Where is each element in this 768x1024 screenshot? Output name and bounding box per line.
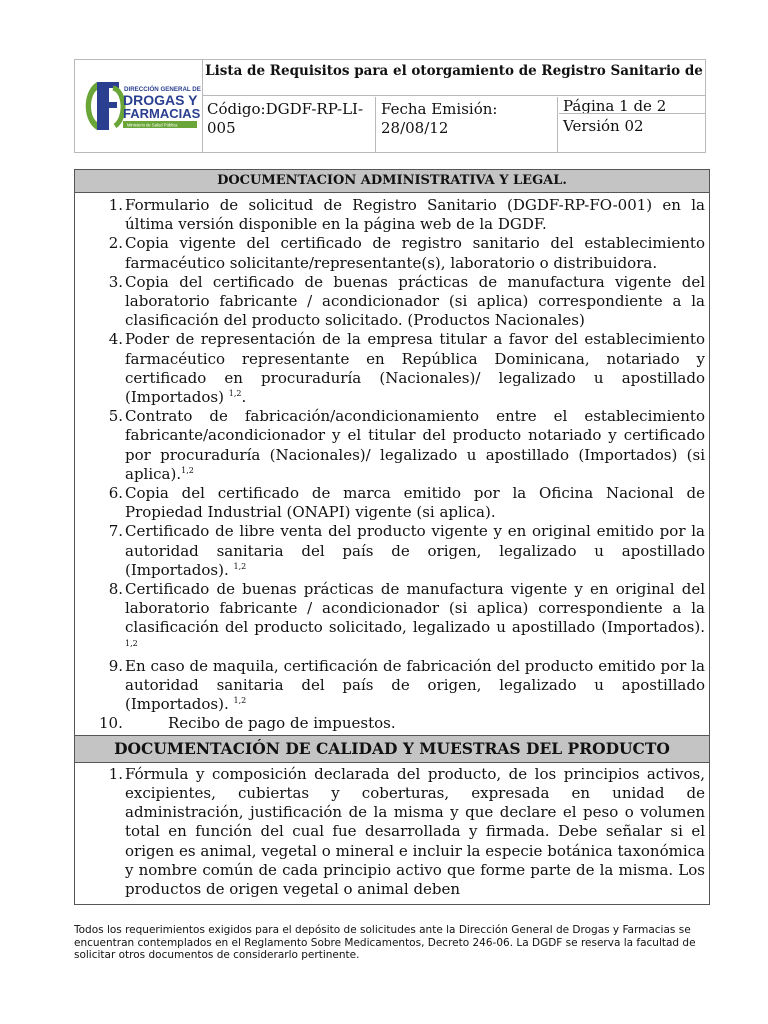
footer-note: Todos los requerimientos exigidos para el depósito de solicitudes ante la Dirección General de Drogas y Farmacias se encuentran contemplados en el Reglamento Sobre Medicamentos, Decreto 246-06. La DGDF se reserva la facultad de solicitar otros documentos de considerarlo pertinente. — [74, 924, 696, 961]
logo-line3: FARMACIAS — [123, 106, 201, 121]
footnote-ref: 1,2 — [125, 638, 138, 648]
logo-monogram: DF — [75, 60, 77, 61]
list-item: 5. Contrato de fabricación/acondicionamiento entre el establecimiento fabricante/acondicionador y el titular del producto notariado y certificado por procuraduría (Nacionales)/ legalizado u apostillado (Importados) (si aplica).$^{1,2}$ — [108, 407, 705, 483]
issue-date-label: Fecha Emisión: — [381, 100, 498, 118]
issue-date — [377, 97, 558, 152]
page-number: Página 1 de 2 — [559, 97, 705, 114]
document-title: Lista de Requisitos para el otorgamiento de Registro Sanitario de — [203, 60, 705, 96]
dgdf-logo — [75, 60, 202, 152]
list-item: 4. Poder de representación de la empresa titular a favor del establecimiento farmacéutico representante en República Dominicana, notariado y certificado en procuraduría (Nacionales)/ legalizado u apostillado (Importados) $^{1,2}$. — [108, 330, 705, 407]
footnote-ref: 1,2 — [233, 696, 247, 706]
list-item: 8. Certificado de buenas prácticas de manufactura vigente y en original del laboratorio fabricante / acondicionador (si aplica) correspondiente a la clasificación del producto solicitado, legalizado u apostillado (Importados). $^{1,2}$ — [108, 580, 705, 648]
logo-line2: DROGAS Y — [123, 92, 198, 108]
list-item: 7. Certificado de libre venta del producto vigente y en original emitido por la autoridad sanitaria del país de origen, legalizado u apostillado (Importados). $^{1,2}$ — [108, 522, 705, 579]
quality-requirements-list — [75, 763, 709, 899]
footnote-ref: 1,2 — [228, 389, 242, 399]
document-code: Código:DGDF-RP-LI-005 — [203, 97, 376, 152]
version: Versión 02 — [563, 117, 644, 135]
list-item: 2. Copia vigente del certificado de registro sanitario del establecimiento farmacéutico solicitante/representante(s), laboratorio o distribuidora. — [108, 234, 705, 272]
section-heading-administrative: DOCUMENTACION ADMINISTRATIVA Y LEGAL. — [75, 170, 709, 193]
list-item: 6. Copia del certificado de marca emitido por la Oficina Nacional de Propiedad Industrial (ONAPI) vigente (si aplica). — [108, 484, 705, 522]
footnote-ref: 1,2 — [233, 561, 247, 571]
list-item: 3. Copia del certificado de buenas prácticas de manufactura vigente del laboratorio fabricante / acondicionador (si aplica) correspondiente a la clasificación del producto solicitado. (Productos Nacionales) — [108, 272, 705, 330]
document-header — [74, 59, 706, 153]
issue-date-value: 28/08/12 — [381, 119, 449, 137]
list-item: 10. Recibo de pago de impuestos. — [99, 714, 396, 733]
section-heading-quality: DOCUMENTACIÓN DE CALIDAD Y MUESTRAS DEL PRODUCTO — [75, 735, 709, 763]
administrative-requirements-list — [75, 193, 709, 735]
logo-cell — [75, 60, 203, 152]
list-item: 1. Formulario de solicitud de Registro Sanitario (DGDF-RP-FO-001) en la última versión disponible en la página web de la DGDF. — [108, 196, 705, 234]
footnote-ref: 1,2 — [181, 465, 194, 475]
logo-line1: DIRECCIÓN GENERAL DE — [124, 86, 201, 93]
logo-subtitle: Ministerio de Salud Pública — [127, 122, 178, 128]
list-item: 9. En caso de maquila, certificación de fabricación del producto emitido por la autoridad sanitaria del país de origen, legalizado u apostillado (Importados). $^{1,2}$ — [108, 656, 705, 714]
list-item: 1. Fórmula y composición declarada del producto, de los principios activos, excipientes, cubiertas y coberturas, expresada en unidad de administración, justificación de la misma y que declare el peso o volumen total en función del cual fue desarrollada y firmada. Debe señalar si el origen es animal, vegetal o mineral e incluir la especie botánica taxonómica y nombre común de cada principio activo que forme parte de la misma. Los productos de origen vegetal o animal deben — [108, 764, 705, 898]
requirements-table — [74, 169, 710, 905]
